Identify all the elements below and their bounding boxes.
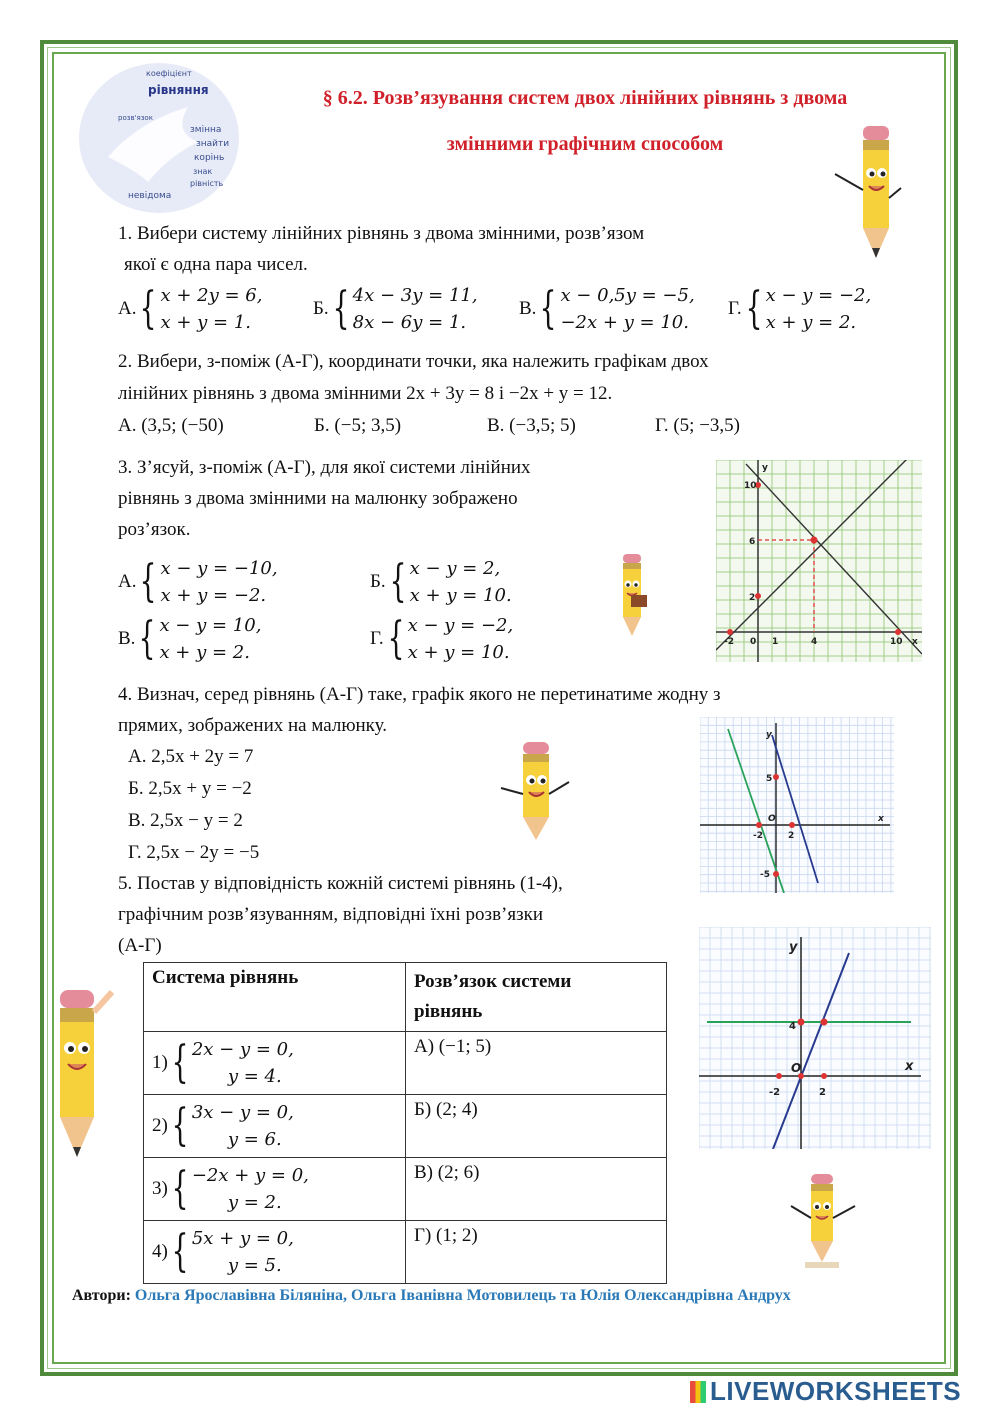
q3-text-1: 3. З’ясуй, з-поміж (А-Г), для якої системи лінійних [118, 457, 531, 478]
table-header-cell: Система рівнянь [144, 963, 406, 1032]
q1-option-v[interactable] [519, 282, 695, 336]
q2-text-2: лінійних рівнянь з двома змінними 2x + 3y = 8 і −2x + y = 12. [118, 383, 613, 404]
equation: 4x − 3y = 11, [352, 285, 478, 306]
q5-text-1: 5. Постав у відповідність кожній системі рівнянь (1-4), [118, 873, 563, 894]
x-axis-label: x [878, 814, 884, 824]
point [821, 1019, 828, 1026]
system-cell[interactable] [144, 1221, 406, 1284]
y-tick-label: 4 [789, 1021, 796, 1032]
origin-label: O [768, 814, 776, 824]
equation: y = 5. [227, 1255, 282, 1276]
q2-option-a[interactable]: А. (3,5; (−50) [118, 415, 224, 436]
pencil-mascot-icon [52, 982, 132, 1162]
brand-icon [690, 1381, 706, 1403]
equation: x + y = 1. [160, 312, 252, 333]
table-header-row [144, 963, 667, 1032]
brace-icon: { [745, 283, 762, 334]
brace-icon: { [171, 1226, 189, 1277]
equation: x − y = −2, [765, 285, 872, 306]
logo-word: знайти [196, 139, 230, 149]
equation: 8x − 6y = 1. [352, 312, 467, 333]
row-number: 3) [152, 1178, 168, 1199]
q2-option-v[interactable]: В. (−3,5; 5) [487, 415, 576, 436]
origin-label: O [791, 1061, 802, 1075]
intersection-point [811, 537, 818, 544]
y-tick-label: 2 [749, 593, 756, 603]
word-cloud-logo [78, 62, 240, 214]
equation: x − y = 10, [159, 615, 262, 636]
x-tick-label: 2 [819, 1087, 826, 1098]
equation: 5x + y = 0, [191, 1228, 294, 1249]
brace-icon: { [171, 1163, 189, 1214]
y-tick-label: 6 [749, 537, 756, 547]
title-line-1: § 6.2. Розв’язування систем двох лінійних рівнянь з двома [322, 87, 848, 109]
equation: 3x − y = 0, [191, 1102, 294, 1123]
q5-text-3: (А-Г) [118, 935, 162, 956]
pencil-mascot-icon [825, 118, 905, 263]
equation: x − y = 2, [409, 558, 501, 579]
option-label: А. [118, 571, 137, 592]
point [789, 822, 795, 828]
equation: x + y = 10. [409, 585, 512, 606]
q4-option-b[interactable]: Б. 2,5x + y = −2 [128, 778, 252, 799]
brace-icon: { [332, 283, 350, 334]
point [755, 593, 761, 599]
logo-word: корінь [194, 153, 225, 163]
logo-word: рівність [190, 179, 224, 188]
q3-graph [716, 460, 922, 662]
point [821, 1073, 827, 1079]
x-tick-label: 4 [811, 637, 818, 647]
option-label: Б. [370, 571, 386, 592]
equation: y = 2. [227, 1192, 282, 1213]
brace-icon: { [140, 556, 157, 607]
q4-text-2: прямих, зображених на малюнку. [118, 715, 387, 736]
y-axis-label: y [789, 940, 798, 955]
authors-names: Ольга Ярославівна Біляніна, Ольга Іванівна Мотовилець та Юлія Олександрівна Андрух [134, 1287, 791, 1304]
logo-word: коефіцієнт [146, 69, 192, 78]
equation: y = 4. [227, 1066, 282, 1087]
point [798, 1019, 805, 1026]
q1-option-g[interactable] [728, 282, 871, 336]
q2-option-g[interactable]: Г. (5; −3,5) [655, 415, 740, 436]
option-label: А. [118, 298, 137, 319]
equation: −2x + y = 0, [191, 1165, 309, 1186]
q5-text-2: графічним розв’язуванням, відповідні їхні розв’язки [118, 904, 544, 925]
equation: x + y = −2. [160, 585, 267, 606]
equation: x − y = −10, [160, 558, 278, 579]
point [773, 774, 779, 780]
brace-icon: { [140, 283, 157, 334]
q3-option-a[interactable] [118, 555, 278, 609]
option-label: В. [118, 628, 136, 649]
x-tick-label: 10 [890, 637, 903, 647]
x-tick-label: -2 [724, 637, 734, 647]
equation: x + 2y = 6, [160, 285, 263, 306]
q3-option-v[interactable] [118, 612, 261, 666]
pencil-mascot-icon [495, 738, 575, 843]
q4-option-g[interactable]: Г. 2,5x − 2y = −5 [128, 842, 260, 863]
q5-graph [699, 927, 931, 1149]
q4-graph [700, 717, 894, 893]
answer-cell[interactable]: Б) (2; 4) [406, 1095, 667, 1158]
y-tick-label: -5 [760, 870, 770, 880]
equation: x + y = 10. [407, 642, 510, 663]
authors-label: Автори: [72, 1287, 131, 1304]
logo-word: розв'язок [118, 114, 153, 122]
system-cell[interactable] [144, 1032, 406, 1095]
table-header-cell [406, 963, 667, 1032]
option-label: В. [519, 298, 537, 319]
table-row [144, 1158, 667, 1221]
q1-text-1: 1. Вибери систему лінійних рівнянь з двома змінними, розв’язом [118, 223, 645, 244]
brace-icon: { [540, 283, 557, 334]
logo-word: рівняння [148, 83, 209, 97]
point [773, 871, 779, 877]
x-axis-label: x [905, 1059, 914, 1074]
q1-option-b[interactable] [313, 282, 478, 336]
q4-option-v[interactable]: В. 2,5x − y = 2 [128, 810, 243, 831]
brace-icon: { [171, 1037, 189, 1088]
equation: x − 0,5y = −5, [560, 285, 695, 306]
q5-matching-table [143, 962, 667, 1284]
point [727, 629, 733, 635]
answer-cell[interactable]: В) (2; 6) [406, 1158, 667, 1221]
row-number: 2) [152, 1115, 168, 1136]
system-cell[interactable] [144, 1158, 406, 1221]
header-text: Розв’язок системи [414, 971, 572, 992]
equation: x + y = 2. [159, 642, 250, 663]
answer-cell[interactable]: Г) (1; 2) [406, 1221, 667, 1284]
equation: y = 6. [227, 1129, 282, 1150]
option-label: Б. [313, 298, 329, 319]
equation: 2x − y = 0, [191, 1039, 294, 1060]
point [895, 629, 901, 635]
point [756, 822, 762, 828]
equation: −2x + y = 10. [560, 312, 689, 333]
pencil-mascot-icon [605, 550, 660, 640]
x-tick-label: 0 [750, 637, 757, 647]
table-row [144, 1221, 667, 1284]
y-axis-label: y [766, 730, 772, 740]
x-tick-label: -2 [769, 1087, 781, 1098]
brace-icon: { [389, 556, 407, 607]
x-axis-label: x [912, 637, 918, 647]
logo-word: невідома [128, 191, 172, 201]
point [776, 1073, 782, 1079]
x-tick-label: 1 [772, 637, 779, 647]
table-row [144, 1032, 667, 1095]
x-tick-label: 2 [788, 831, 795, 841]
system-cell[interactable] [144, 1095, 406, 1158]
header-text: рівнянь [414, 1001, 483, 1022]
equation: x − y = −2, [407, 615, 514, 636]
brand-text: LIVEWORKSHEETS [710, 1376, 962, 1406]
q4-text-1: 4. Визнач, серед рівнянь (А-Г) таке, графік якого не перетинатиме жодну з [118, 684, 721, 705]
logo-word: знак [193, 167, 213, 176]
y-axis-label: y [762, 463, 768, 473]
q3-text-3: роз’язок. [118, 519, 191, 540]
answer-cell[interactable]: А) (−1; 5) [406, 1032, 667, 1095]
option-label: Г. [728, 298, 742, 319]
brace-icon: { [139, 613, 156, 664]
q2-option-b[interactable]: Б. (−5; 3,5) [314, 415, 402, 436]
authors-line [72, 1287, 791, 1305]
page-title [260, 75, 910, 167]
table-row [144, 1095, 667, 1158]
q1-text-2: якої є одна пара чисел. [124, 254, 308, 275]
row-number: 4) [152, 1241, 168, 1262]
q3-option-g[interactable] [370, 612, 513, 666]
equation: x + y = 2. [765, 312, 857, 333]
q3-option-b[interactable] [370, 555, 512, 609]
row-number: 1) [152, 1052, 168, 1073]
logo-word: змінна [190, 125, 222, 135]
q2-text-1: 2. Вибери, з-поміж (А-Г), координати точки, яка належить графікам двох [118, 351, 709, 372]
liveworksheets-logo [690, 1376, 961, 1407]
brace-icon: { [387, 613, 404, 664]
pencil-mascot-icon [785, 1170, 860, 1270]
brace-icon: { [171, 1100, 189, 1151]
title-line-2: змінними графічним способом [446, 133, 724, 155]
option-label: Г. [370, 628, 384, 649]
q4-option-a[interactable]: А. 2,5x + 2y = 7 [128, 746, 254, 767]
q3-text-2: рівнянь з двома змінними на малюнку зображено [118, 488, 518, 509]
q1-option-a[interactable] [118, 282, 262, 336]
y-tick-label: 5 [766, 774, 773, 784]
x-tick-label: -2 [753, 831, 763, 841]
y-tick-label: 10 [744, 481, 757, 491]
